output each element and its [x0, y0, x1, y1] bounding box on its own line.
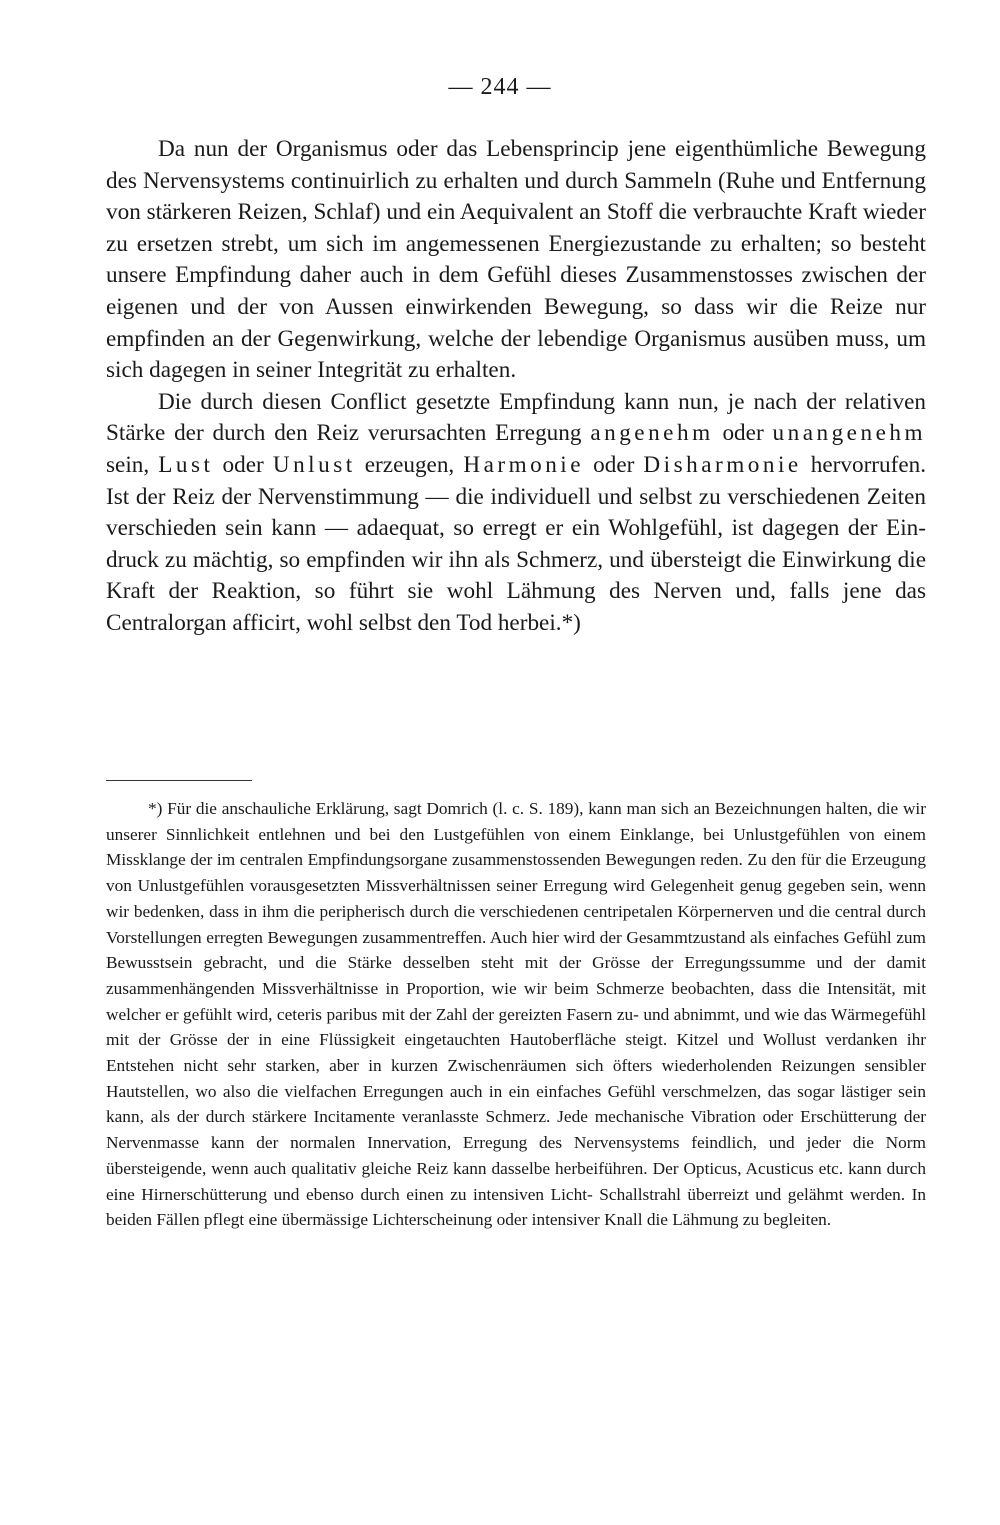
- emphasized-term: Disharmonie: [643, 451, 802, 478]
- emphasized-term: Unlust: [272, 451, 356, 478]
- text-segment: erzeugen,: [355, 451, 464, 478]
- paragraph-2: [106, 387, 926, 640]
- text-segment: oder: [713, 420, 773, 447]
- emphasized-term: angenehm: [590, 420, 714, 447]
- text-segment: hervorrufen. Ist der Reiz der Nervenstimmung — die individuell und selbst zu verschiedenen Zeiten verschieden sein kann — adaequat, so erregt er ein Wohlgefühl, ist dagegen der Eindruck zu mächtig, so empfinden wir ihn als Schmerz, und übersteigt die Einwirkung die Kraft der Reaktion, so führt sie wohl Lähmung des Nerven und, falls jene das Centralorgan afficirt, wohl selbst den Tod herbei.*): [106, 451, 927, 636]
- paragraph-1: [106, 134, 926, 387]
- footnote-separator: [106, 780, 252, 781]
- text-segment: oder: [213, 451, 273, 478]
- main-text: [106, 134, 926, 640]
- footnote: [106, 796, 926, 1233]
- page-number: — 244 —: [448, 74, 552, 100]
- text-segment: Die durch diesen Conflict gesetzte Empfindung kann nun, je nach der relativen Stärke der durch den Reiz verursachten Erregung: [106, 388, 926, 447]
- text-segment: oder: [584, 451, 644, 478]
- emphasized-term: Harmonie: [463, 451, 585, 478]
- footnote-text: *) Für die anschauliche Erklärung, sagt Domrich (l. c. S. 189), kann man sich an Bezeichnungen halten, die wir unserer Sinnlichkeit entlehnen und bei den Lustgefühlen von einem Einklange, bei Unlustgefühlen von einem Missklange der im centralen Empfindungsorgane zusammenstossenden Bewegungen reden. Zu den für die Erzeugung von Unlustgefühlen vorausgesetzten Missverhältnissen seiner Erregung wird Gelegenheit genug gegeben sein, wenn wir bedenken, dass in ihm die peripherisch durch die verschiedenen centripetalen Körpernerven und die central durch Vorstellungen erregten Bewegungen zusammentreffen. Auch hier wird der Gesammtzustand als einfaches Gefühl zum Bewusstsein gebracht, und die Stärke desselben steht mit der Grösse der Erregungssumme und der damit zusammenhängenden Missverhältnisse in Proportion, wie wir beim Schmerze beobachten, dass die Intensität, mit welcher er gefühlt wird, ceteris paribus mit der Zahl der gereizten Fasern zu- und abnimmt, und wie das Wärmegefühl mit der Grösse der in eine Flüssigkeit eingetauchten Hautoberfläche steigt. Kitzel und Wollust verdanken ihr Entstehen nicht sehr starken, aber in kurzen Zwischenräumen sich öfters wiederholenden Reizungen sensibler Hautstellen, wo also die vielfachen Erregungen auch in ein einfaches Gefühl verschmelzen, das sogar lästiger sein kann, als der durch stärkere Incitamente veranlasste Schmerz. Jede mechanische Vibration oder Erschütterung der Nervenmasse kann der normalen Innervation, Erregung des Nervensystems feindlich, und jeder die Norm übersteigende, wenn auch qualitativ gleiche Reiz kann dasselbe herbeiführen. Der Opticus, Acusticus etc. kann durch eine Hirnerschütterung und ebenso durch einen zu intensiven Licht- Schallstrahl überreizt und gelähmt werden. In beiden Fällen pflegt eine übermässige Lichterscheinung oder intensiver Knall die Lähmung zu begleiten.: [106, 799, 926, 1230]
- text-segment: sein,: [106, 451, 159, 478]
- emphasized-term: unangenehm: [772, 420, 926, 447]
- emphasized-term: Lust: [158, 451, 214, 478]
- text-segment: Da nun der Organismus oder das Lebensprincip jene eigenthümliche Bewegung des Nervensystems continuirlich zu erhalten und durch Sammeln (Ruhe und Entfernung von stärkeren Reizen, Schlaf) und ein Aequivalent an Stoff die verbrauchte Kraft wieder zu ersetzen strebt, um sich im angemessenen Energiezustande zu erhalten; so besteht unsere Empfindung daher auch in dem Gefühl dieses Zusammenstosses zwischen der eigenen und der von Aussen einwirkenden Bewegung, so dass wir die Reize nur empfinden an der Gegenwirkung, welche der lebendige Organismus ausüben muss, um sich dagegen in seiner Integrität zu erhalten.: [106, 136, 926, 384]
